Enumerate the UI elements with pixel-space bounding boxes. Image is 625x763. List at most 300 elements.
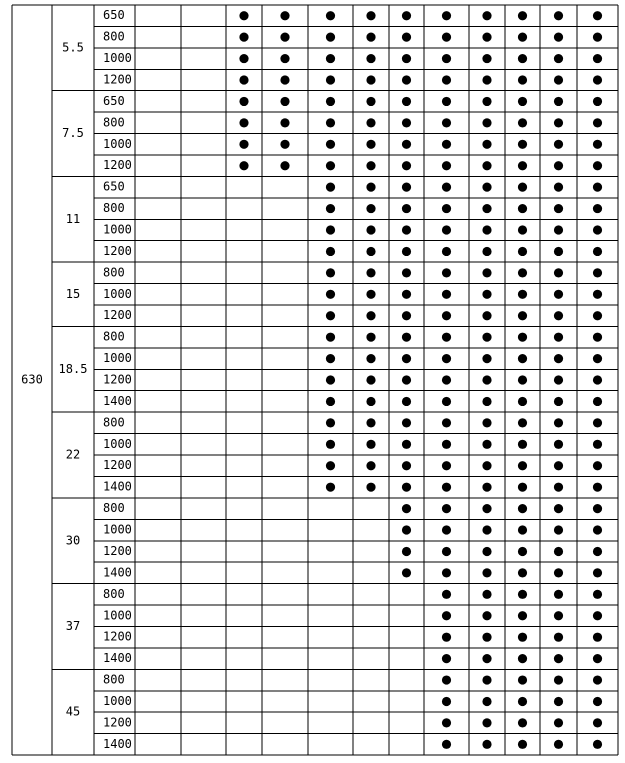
availability-dot xyxy=(402,54,411,63)
availability-dot xyxy=(442,568,451,577)
availability-dot xyxy=(482,33,491,42)
availability-dot xyxy=(280,54,289,63)
availability-dot xyxy=(554,11,563,20)
availability-dot xyxy=(482,654,491,663)
availability-dot xyxy=(593,483,602,492)
availability-dot xyxy=(482,97,491,106)
availability-dot xyxy=(518,290,527,299)
availability-dot xyxy=(366,161,375,170)
availability-dot xyxy=(366,247,375,256)
speed-cell: 1200 xyxy=(103,372,132,387)
availability-dot xyxy=(326,354,335,363)
availability-dot xyxy=(239,11,248,20)
availability-dot xyxy=(442,75,451,84)
availability-dot xyxy=(518,204,527,213)
speed-cell: 1200 xyxy=(103,243,132,258)
speed-cell: 800 xyxy=(103,115,125,130)
availability-dot xyxy=(482,611,491,620)
availability-dot xyxy=(402,118,411,127)
availability-dot xyxy=(593,461,602,470)
availability-dot xyxy=(402,418,411,427)
availability-dot xyxy=(593,440,602,449)
availability-dot xyxy=(442,33,451,42)
speed-cell: 800 xyxy=(103,672,125,687)
availability-dot xyxy=(482,333,491,342)
availability-dot xyxy=(442,247,451,256)
availability-dot xyxy=(593,611,602,620)
availability-dot xyxy=(326,140,335,149)
availability-dot xyxy=(442,654,451,663)
speed-cell: 1200 xyxy=(103,629,132,644)
availability-dot xyxy=(593,654,602,663)
availability-dot xyxy=(593,268,602,277)
availability-dot xyxy=(518,140,527,149)
availability-dot xyxy=(442,675,451,684)
availability-dot xyxy=(554,311,563,320)
availability-dot xyxy=(518,697,527,706)
power-cell: 22 xyxy=(65,447,81,462)
availability-dot xyxy=(482,268,491,277)
availability-dot xyxy=(326,97,335,106)
availability-dot xyxy=(482,54,491,63)
availability-dot xyxy=(482,354,491,363)
power-cell: 30 xyxy=(65,533,81,548)
availability-dot xyxy=(554,483,563,492)
speed-cell: 1400 xyxy=(103,651,132,666)
availability-dot xyxy=(554,397,563,406)
availability-dot xyxy=(593,247,602,256)
availability-dot xyxy=(442,140,451,149)
availability-dot xyxy=(326,161,335,170)
availability-dot xyxy=(554,525,563,534)
availability-dot xyxy=(366,418,375,427)
availability-dot xyxy=(554,354,563,363)
power-cell: 5.5 xyxy=(62,40,84,55)
availability-dot xyxy=(518,268,527,277)
availability-dot xyxy=(554,333,563,342)
availability-dot xyxy=(402,75,411,84)
availability-dot xyxy=(366,97,375,106)
availability-dot xyxy=(554,54,563,63)
availability-dot xyxy=(593,697,602,706)
availability-dot xyxy=(402,33,411,42)
availability-dot xyxy=(554,75,563,84)
availability-dot xyxy=(402,504,411,513)
speed-cell: 1000 xyxy=(103,351,132,366)
availability-dot xyxy=(366,397,375,406)
availability-dot xyxy=(442,525,451,534)
availability-dot xyxy=(280,140,289,149)
availability-dot xyxy=(518,633,527,642)
speed-cell: 800 xyxy=(103,265,125,280)
availability-dot xyxy=(482,140,491,149)
availability-dot xyxy=(554,633,563,642)
availability-dot xyxy=(442,697,451,706)
availability-dot xyxy=(442,461,451,470)
availability-dot xyxy=(518,311,527,320)
frame-size-cell: 630 xyxy=(21,372,43,387)
availability-dot xyxy=(366,140,375,149)
availability-dot xyxy=(366,311,375,320)
availability-dot xyxy=(518,54,527,63)
availability-dot xyxy=(402,525,411,534)
availability-dot xyxy=(402,375,411,384)
availability-dot xyxy=(366,354,375,363)
availability-dot xyxy=(593,97,602,106)
power-cell: 37 xyxy=(65,618,81,633)
availability-dot xyxy=(239,33,248,42)
availability-dot xyxy=(402,311,411,320)
availability-dot xyxy=(554,611,563,620)
availability-dot xyxy=(482,568,491,577)
availability-dot xyxy=(482,161,491,170)
availability-dot xyxy=(554,140,563,149)
availability-dot xyxy=(442,611,451,620)
power-cell: 7.5 xyxy=(62,126,84,141)
availability-dot xyxy=(280,97,289,106)
availability-dot xyxy=(593,525,602,534)
availability-dot xyxy=(482,440,491,449)
availability-dot xyxy=(482,118,491,127)
availability-dot xyxy=(593,33,602,42)
availability-dot xyxy=(366,268,375,277)
availability-dot xyxy=(482,225,491,234)
availability-dot xyxy=(518,504,527,513)
speed-cell: 1000 xyxy=(103,222,132,237)
availability-dot xyxy=(402,161,411,170)
availability-dot xyxy=(402,461,411,470)
availability-dot xyxy=(442,11,451,20)
availability-dot xyxy=(239,54,248,63)
speed-cell: 1400 xyxy=(103,393,132,408)
availability-dot xyxy=(554,568,563,577)
availability-dot xyxy=(554,375,563,384)
speed-cell: 1000 xyxy=(103,51,132,66)
availability-dot xyxy=(593,75,602,84)
availability-dot xyxy=(442,418,451,427)
availability-dot xyxy=(518,118,527,127)
availability-dot xyxy=(402,333,411,342)
availability-dot xyxy=(326,375,335,384)
availability-dot xyxy=(442,740,451,749)
availability-dot xyxy=(554,225,563,234)
availability-dot xyxy=(239,161,248,170)
availability-dot xyxy=(442,204,451,213)
availability-dot xyxy=(482,483,491,492)
availability-dot xyxy=(402,268,411,277)
availability-dot xyxy=(554,697,563,706)
availability-dot xyxy=(518,568,527,577)
availability-dot xyxy=(326,54,335,63)
availability-dot xyxy=(518,97,527,106)
availability-dot xyxy=(593,504,602,513)
power-cell: 15 xyxy=(65,286,81,301)
speed-cell: 800 xyxy=(103,29,125,44)
availability-dot xyxy=(442,225,451,234)
availability-dot xyxy=(326,440,335,449)
availability-dot xyxy=(366,333,375,342)
availability-dot xyxy=(518,590,527,599)
availability-dot xyxy=(482,418,491,427)
availability-dot xyxy=(482,247,491,256)
availability-dot xyxy=(280,33,289,42)
speed-cell: 1200 xyxy=(103,458,132,473)
availability-dot xyxy=(402,483,411,492)
availability-dot xyxy=(593,418,602,427)
availability-dot xyxy=(593,11,602,20)
availability-dot xyxy=(593,183,602,192)
availability-dot xyxy=(518,461,527,470)
availability-dot xyxy=(442,311,451,320)
availability-dot xyxy=(554,290,563,299)
availability-dot xyxy=(442,118,451,127)
availability-dot xyxy=(442,375,451,384)
availability-dot xyxy=(518,525,527,534)
availability-dot xyxy=(326,268,335,277)
availability-dot xyxy=(326,204,335,213)
availability-dot xyxy=(442,97,451,106)
availability-dot xyxy=(442,161,451,170)
speed-cell: 1000 xyxy=(103,436,132,451)
availability-dot xyxy=(554,504,563,513)
availability-dot xyxy=(442,354,451,363)
availability-dot xyxy=(239,140,248,149)
speed-cell: 1400 xyxy=(103,479,132,494)
availability-dot xyxy=(593,161,602,170)
availability-dot xyxy=(518,33,527,42)
availability-dot xyxy=(593,633,602,642)
availability-dot xyxy=(593,675,602,684)
speed-cell: 650 xyxy=(103,179,125,194)
availability-dot xyxy=(442,397,451,406)
availability-dot xyxy=(554,33,563,42)
availability-dot xyxy=(554,440,563,449)
availability-dot xyxy=(366,461,375,470)
availability-dot xyxy=(593,140,602,149)
speed-cell: 1000 xyxy=(103,136,132,151)
availability-dot xyxy=(239,97,248,106)
availability-dot xyxy=(326,75,335,84)
availability-dot xyxy=(442,547,451,556)
availability-dot xyxy=(326,33,335,42)
availability-dot xyxy=(280,11,289,20)
availability-dot xyxy=(482,675,491,684)
availability-dot xyxy=(518,75,527,84)
availability-dot xyxy=(366,33,375,42)
availability-dot xyxy=(518,718,527,727)
availability-dot xyxy=(366,290,375,299)
availability-dot xyxy=(366,225,375,234)
speed-cell: 1000 xyxy=(103,608,132,623)
speed-cell: 1000 xyxy=(103,693,132,708)
availability-dot xyxy=(326,290,335,299)
speed-cell: 800 xyxy=(103,415,125,430)
availability-dot xyxy=(366,440,375,449)
availability-dot xyxy=(442,718,451,727)
speed-cell: 1200 xyxy=(103,715,132,730)
availability-dot xyxy=(518,11,527,20)
availability-dot xyxy=(326,247,335,256)
availability-dot xyxy=(518,333,527,342)
availability-dot xyxy=(280,118,289,127)
availability-dot xyxy=(518,247,527,256)
power-cell: 11 xyxy=(65,211,81,226)
availability-dot xyxy=(442,333,451,342)
power-cell: 18.5 xyxy=(58,361,88,376)
availability-dot xyxy=(366,54,375,63)
availability-dot xyxy=(593,333,602,342)
availability-dot xyxy=(593,290,602,299)
availability-dot xyxy=(593,354,602,363)
availability-dot xyxy=(518,183,527,192)
availability-dot xyxy=(554,675,563,684)
availability-dot xyxy=(402,568,411,577)
speed-cell: 1400 xyxy=(103,565,132,580)
availability-dot xyxy=(482,204,491,213)
speed-cell: 1200 xyxy=(103,158,132,173)
availability-dot xyxy=(442,290,451,299)
availability-dot xyxy=(442,268,451,277)
availability-dot xyxy=(366,183,375,192)
availability-dot xyxy=(593,397,602,406)
availability-dot xyxy=(554,268,563,277)
availability-dot xyxy=(280,75,289,84)
speed-cell: 1000 xyxy=(103,286,132,301)
availability-dot xyxy=(518,440,527,449)
availability-dot xyxy=(326,418,335,427)
availability-dot xyxy=(326,183,335,192)
availability-dot xyxy=(593,225,602,234)
availability-dot xyxy=(402,225,411,234)
availability-dot xyxy=(593,568,602,577)
availability-dot xyxy=(554,740,563,749)
availability-dot xyxy=(442,54,451,63)
availability-dot xyxy=(326,11,335,20)
availability-dot xyxy=(518,611,527,620)
availability-dot xyxy=(442,440,451,449)
availability-dot xyxy=(366,11,375,20)
availability-dot xyxy=(593,204,602,213)
availability-dot xyxy=(554,718,563,727)
availability-dot xyxy=(366,75,375,84)
availability-dot xyxy=(554,183,563,192)
availability-dot xyxy=(593,718,602,727)
availability-dot xyxy=(593,118,602,127)
availability-dot xyxy=(442,590,451,599)
availability-dot xyxy=(482,75,491,84)
availability-dot xyxy=(326,225,335,234)
availability-dot xyxy=(402,183,411,192)
availability-dot xyxy=(482,504,491,513)
availability-dot xyxy=(482,590,491,599)
availability-dot xyxy=(482,375,491,384)
speed-cell: 1200 xyxy=(103,72,132,87)
availability-dot xyxy=(482,525,491,534)
availability-dot xyxy=(442,504,451,513)
availability-dot xyxy=(518,375,527,384)
availability-dot xyxy=(554,204,563,213)
speed-cell: 1200 xyxy=(103,543,132,558)
availability-dot xyxy=(482,547,491,556)
availability-dot xyxy=(593,375,602,384)
speed-cell: 650 xyxy=(103,8,125,23)
availability-dot xyxy=(402,140,411,149)
availability-dot xyxy=(326,397,335,406)
availability-dot xyxy=(366,118,375,127)
availability-dot xyxy=(402,204,411,213)
availability-dot xyxy=(593,311,602,320)
availability-dot xyxy=(593,54,602,63)
availability-dot xyxy=(593,740,602,749)
availability-dot xyxy=(280,161,289,170)
availability-dot xyxy=(482,740,491,749)
availability-dot xyxy=(482,718,491,727)
speed-cell: 800 xyxy=(103,329,125,344)
availability-dot xyxy=(518,547,527,556)
availability-dot xyxy=(518,225,527,234)
availability-dot xyxy=(402,354,411,363)
availability-dot xyxy=(518,740,527,749)
availability-dot xyxy=(554,590,563,599)
availability-dot xyxy=(442,633,451,642)
availability-dot xyxy=(482,290,491,299)
availability-dot xyxy=(482,633,491,642)
availability-dot xyxy=(482,183,491,192)
availability-dot xyxy=(518,161,527,170)
availability-dot xyxy=(482,461,491,470)
availability-dot xyxy=(554,547,563,556)
speed-cell: 800 xyxy=(103,201,125,216)
availability-dot xyxy=(326,333,335,342)
availability-dot xyxy=(554,418,563,427)
availability-dot xyxy=(402,247,411,256)
availability-dot xyxy=(402,397,411,406)
availability-dot xyxy=(554,461,563,470)
availability-dot xyxy=(593,590,602,599)
availability-dot xyxy=(554,97,563,106)
speed-cell: 1200 xyxy=(103,308,132,323)
power-cell: 45 xyxy=(65,704,81,719)
availability-dot xyxy=(326,118,335,127)
availability-dot xyxy=(482,11,491,20)
availability-dot xyxy=(326,483,335,492)
availability-dot xyxy=(518,675,527,684)
availability-dot xyxy=(402,290,411,299)
availability-dot xyxy=(366,375,375,384)
speed-cell: 800 xyxy=(103,501,125,516)
speed-cell: 1400 xyxy=(103,736,132,751)
availability-dot xyxy=(482,697,491,706)
availability-dot xyxy=(518,397,527,406)
availability-dot xyxy=(518,354,527,363)
availability-dot xyxy=(239,75,248,84)
availability-dot xyxy=(402,97,411,106)
availability-dot xyxy=(402,547,411,556)
availability-dot xyxy=(402,440,411,449)
availability-dot xyxy=(239,118,248,127)
speed-cell: 1000 xyxy=(103,522,132,537)
availability-dot xyxy=(593,547,602,556)
availability-dot xyxy=(482,397,491,406)
availability-dot xyxy=(366,204,375,213)
availability-dot xyxy=(554,118,563,127)
availability-dot xyxy=(518,654,527,663)
availability-dot xyxy=(518,483,527,492)
speed-cell: 650 xyxy=(103,93,125,108)
availability-dot xyxy=(366,483,375,492)
speed-cell: 800 xyxy=(103,586,125,601)
availability-dot xyxy=(402,11,411,20)
